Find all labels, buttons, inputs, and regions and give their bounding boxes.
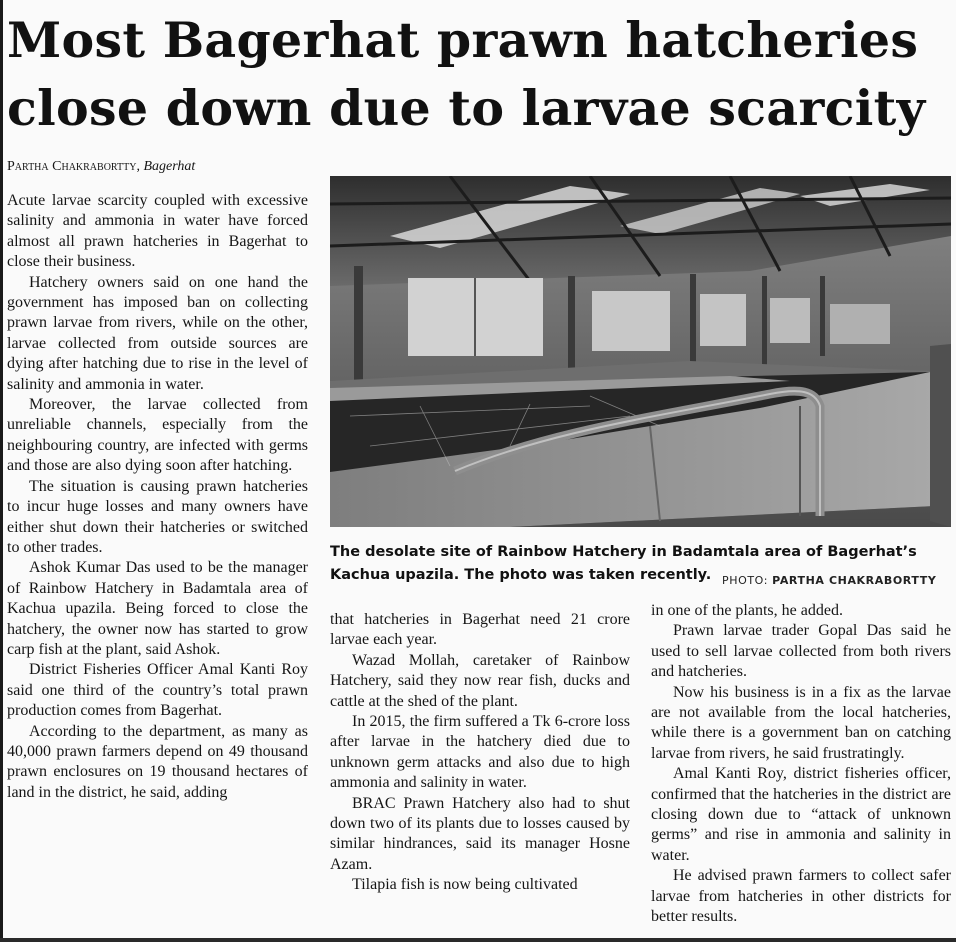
paragraph: Tilapia fish is now being cultivated — [352, 876, 578, 894]
article-column-3 — [651, 601, 951, 928]
photo-caption: The desolate site of Rainbow Hatchery in Badamtala area of Bagerhat’s Kachua upazila. The photo was taken recently. — [330, 544, 917, 583]
hatchery-photo — [330, 176, 951, 527]
headline: Most Bagerhat prawn hatcheries close down due to larvae scarcity — [7, 11, 926, 137]
paragraph: Ashok Kumar Das used to be the manager of Rainbow Hatchery in Badamtala area of Kachua upazila. Being forced to close the hatchery, the owner now has started to grow carp fish at the plant, said Ashok. — [7, 559, 308, 658]
byline-location: Bagerhat — [143, 159, 196, 174]
hatchery-photo-illustration — [330, 176, 951, 527]
byline: Partha Chakrabortty, Bagerhat — [7, 159, 196, 174]
paragraph: The situation is causing prawn hatcheries to incur huge losses and many owners have either shut down their hatcheries or switched to other trades. — [7, 477, 308, 556]
bottom-border-rule — [0, 938, 956, 942]
paragraph: Amal Kanti Roy, district fisheries officer, confirmed that the hatcheries in the district are closing down due to “attack of unknown germs” and rise in ammonia and salinity in water. — [651, 765, 951, 864]
left-border-rule — [0, 0, 3, 942]
paragraph: Hatchery owners said on one hand the government has imposed ban on collecting prawn larvae from rivers, while on the other, larvae collected from outside sources are dying after hatching due to rise in the level of salinity and ammonia in water. — [7, 273, 308, 393]
paragraph: Acute larvae scarcity coupled with excessive salinity and ammonia in water have forced almost all prawn hatcheries in Bagerhat to close their business. — [7, 192, 308, 271]
paragraph: He advised prawn farmers to collect safer larvae from hatcheries in other districts for better results. — [651, 867, 951, 926]
paragraph: Prawn larvae trader Gopal Das said he used to sell larvae collected from both rivers and hatcheries. — [651, 622, 951, 681]
photo-credit-prefix: PHOTO: — [722, 574, 769, 587]
photo-credit-name: PARTHA CHAKRABORTTY — [772, 574, 937, 587]
paragraph: District Fisheries Officer Amal Kanti Roy said one third of the country’s total prawn production comes from Bagerhat. — [7, 661, 308, 720]
paragraph: that hatcheries in Bagerhat need 21 crore larvae each year. — [330, 611, 630, 649]
paragraph: According to the department, as many as 40,000 prawn farmers depend on 49 thousand prawn enclosures on 19 thousand hectares of land in the district, he said, adding — [7, 722, 308, 801]
paragraph: in one of the plants, he added. — [651, 602, 843, 619]
article-column-1 — [7, 191, 308, 803]
paragraph: Now his business is in a fix as the larvae are not available from the local hatcheries, while there is a government ban on catching larvae from rivers, he said frustratingly. — [651, 683, 951, 762]
paragraph: In 2015, the firm suffered a Tk 6-crore loss after larvae in the hatchery died due to unknown germ attacks and also due to high ammonia and salinity in water. — [330, 713, 630, 792]
byline-author: Partha Chakrabortty — [7, 159, 137, 174]
paragraph: Wazad Mollah, caretaker of Rainbow Hatchery, said they now rear fish, ducks and cattle at the shed of the plant. — [330, 651, 630, 710]
article-column-2 — [330, 610, 630, 896]
paragraph: Moreover, the larvae collected from unreliable channels, especially from the neighbouring country, are infected with germs and those are also dying soon after hatching. — [7, 396, 308, 475]
photo-credit — [722, 574, 936, 587]
paragraph: BRAC Prawn Hatchery also had to shut down two of its plants due to losses caused by similar hindrances, said its manager Hosne Azam. — [330, 794, 630, 873]
